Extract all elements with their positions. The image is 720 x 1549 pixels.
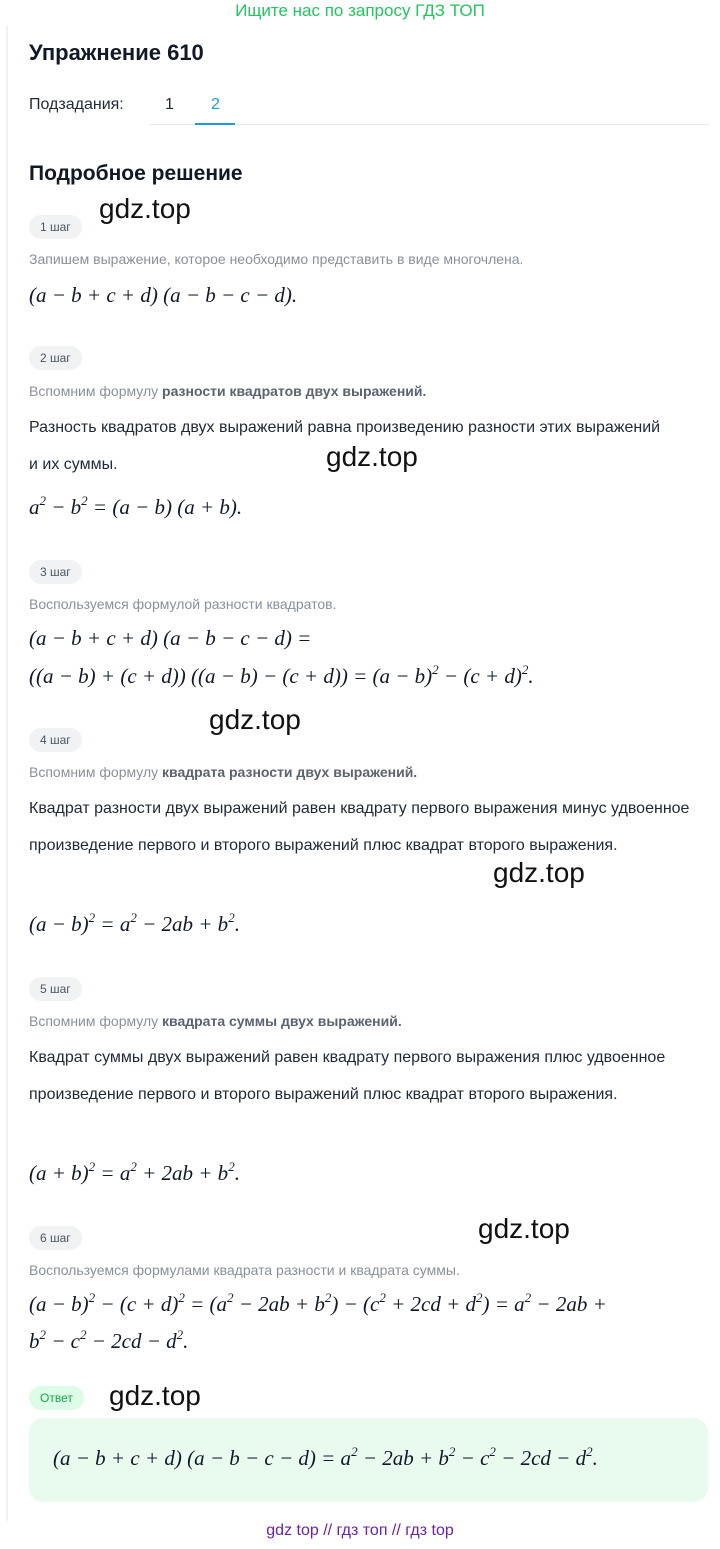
watermark: gdz.top bbox=[493, 857, 585, 888]
step-badge-6: 6 шаг bbox=[29, 1226, 82, 1250]
step-note-term: квадрата суммы двух выражений. bbox=[162, 1013, 402, 1029]
step-badge-2: 2 шаг bbox=[29, 346, 82, 370]
step-note-5 bbox=[29, 1013, 402, 1029]
watermark: gdz.top bbox=[109, 1380, 201, 1411]
step-text-4: Квадрат разности двух выражений равен квадрату первого выражения минус удвоенное произведение первого и второго выражений плюс квадрат второго выражения. bbox=[29, 800, 690, 854]
section-title: Подробное решение bbox=[29, 162, 243, 185]
formula-2: $a^2 - b^2 = (a - b) (a + b)$. bbox=[29, 493, 243, 519]
watermark: gdz.top bbox=[478, 1213, 570, 1244]
step-note-prefix: Вспомним формулу bbox=[29, 1013, 163, 1029]
step-note-2 bbox=[29, 383, 426, 399]
watermark: gdz.top bbox=[326, 441, 418, 472]
tab-subtask-2[interactable]: 2 bbox=[211, 96, 220, 113]
answer-formula: (a − b + c + d) $(a - b - c - d) = a^2 - 2ab + b^2 - c^2 - 2cd - d^2$. bbox=[53, 1444, 598, 1470]
step-note-6: Воспользуемся формулами квадрата разности и квадрата суммы. bbox=[29, 1262, 460, 1278]
step-note-term: квадрата разности двух выражений. bbox=[162, 764, 418, 780]
watermark: gdz.top bbox=[209, 704, 301, 735]
tab-subtask-1[interactable]: 1 bbox=[165, 96, 174, 113]
active-tab-indicator bbox=[195, 123, 235, 125]
step-text-5: Квадрат суммы двух выражений равен квадрату первого выражения плюс удвоенное произведение первого и второго выражений плюс квадрат второго выражения. bbox=[29, 1049, 666, 1103]
footer-links[interactable]: gdz top // гдз топ // гдз top bbox=[266, 1522, 454, 1539]
step-badge-3: 3 шаг bbox=[29, 560, 82, 584]
formula-3b: ((a − b) + (c + d)) $((a - b) - (c + d)) = (a - b)^2 - (c + d)^2$. bbox=[29, 662, 534, 688]
subtasks-nav bbox=[29, 92, 709, 126]
formula-5: $(a + b)^2 = a^2 + 2ab + b^2$. bbox=[29, 1159, 240, 1185]
card-border bbox=[6, 26, 8, 1521]
watermark: gdz.top bbox=[99, 193, 191, 224]
step-note-term: разности квадратов двух выражений. bbox=[162, 383, 427, 399]
step-badge-1: 1 шаг bbox=[29, 215, 82, 239]
formula-4: $(a - b)^2 = a^2 - 2ab + b^2$. bbox=[29, 910, 240, 936]
step-badge-5: 5 шаг bbox=[29, 977, 82, 1001]
formula-1: (a − b + c + d) (a − b − c − d). bbox=[29, 283, 298, 307]
page-title: Упражнение 610 bbox=[29, 40, 204, 65]
step-note-4 bbox=[29, 764, 417, 780]
step-text-2: Разность квадратов двух выражений равна произведению разности этих выражений и их суммы. bbox=[29, 419, 661, 473]
step-note-prefix: Вспомним формулу bbox=[29, 764, 163, 780]
formula-6a: $(a - b)^2 - (c + d)^2 = (a^2 - 2ab + b^2) - (c^2 + 2cd + d^2) = a^2 - 2ab$ + bbox=[29, 1290, 607, 1316]
formula-3a: (a − b + c + d) (a − b − c − d) = bbox=[29, 626, 312, 650]
formula-6b: $b^2 - c^2 - 2cd - d^2$. bbox=[29, 1327, 189, 1353]
step-note-3: Воспользуемся формулой разности квадратов. bbox=[29, 596, 337, 612]
subtasks-label: Подзадания: bbox=[29, 96, 124, 113]
answer-badge: Ответ bbox=[29, 1386, 84, 1410]
search-banner: Ищите нас по запросу ГДЗ ТОП bbox=[235, 1, 485, 20]
step-note-prefix: Вспомним формулу bbox=[29, 383, 163, 399]
step-note-1: Запишем выражение, которое необходимо представить в виде многочлена. bbox=[29, 251, 524, 267]
answer-box bbox=[29, 1418, 708, 1502]
step-badge-4: 4 шаг bbox=[29, 728, 82, 752]
